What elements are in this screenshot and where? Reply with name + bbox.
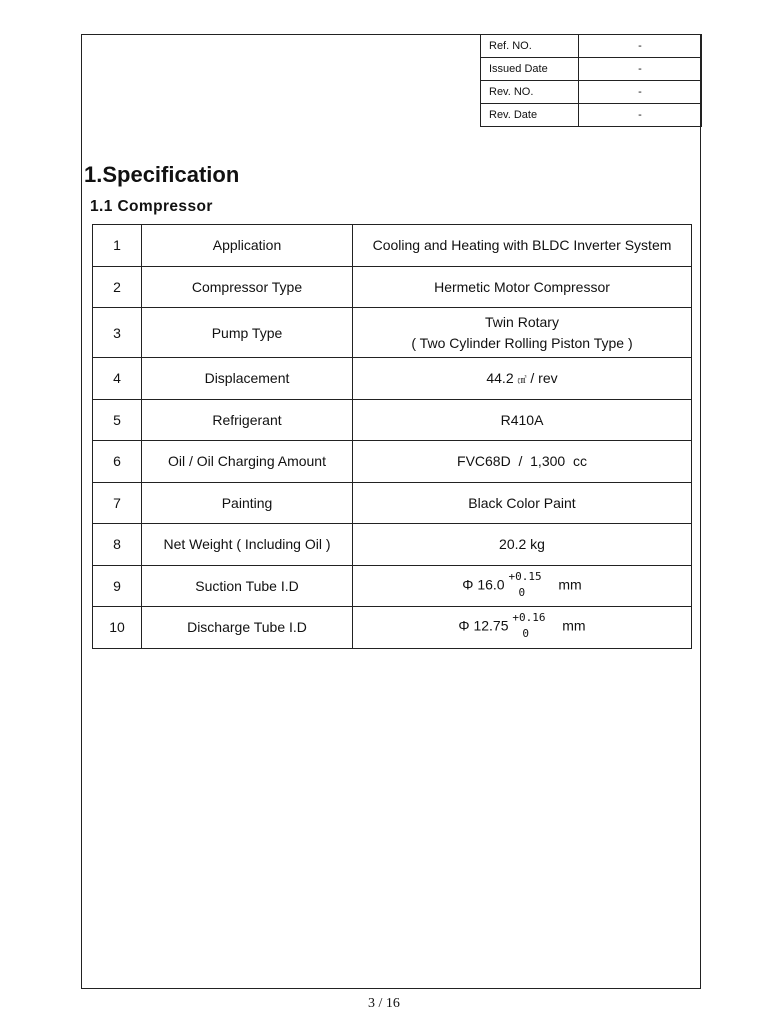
tolerance — [508, 569, 546, 599]
spec-item: Displacement — [142, 358, 353, 400]
compressor-spec-table — [92, 224, 692, 649]
spec-value: Black Color Paint — [353, 482, 692, 524]
meta-value: - — [579, 35, 702, 58]
spec-number: 5 — [93, 399, 142, 441]
displacement-unit: ㎤ — [517, 375, 527, 386]
document-meta-table — [480, 34, 702, 127]
spec-number: 8 — [93, 524, 142, 566]
meta-label: Rev. NO. — [481, 81, 579, 104]
meta-value: - — [579, 58, 702, 81]
spec-number: 2 — [93, 266, 142, 308]
section-heading: 1.Specification — [84, 162, 240, 187]
meta-label: Rev. Date — [481, 104, 579, 127]
meta-row-rev-date — [481, 104, 702, 127]
spec-item: Refrigerant — [142, 399, 353, 441]
spec-value: FVC68D / 1,300 cc — [353, 441, 692, 483]
spec-number: 4 — [93, 358, 142, 400]
page-number: 3 / 16 — [368, 996, 400, 1011]
spec-item: Painting — [142, 482, 353, 524]
spec-row-refrigerant — [93, 399, 692, 441]
spec-row-painting — [93, 482, 692, 524]
spec-item: Oil / Oil Charging Amount — [142, 441, 353, 483]
spec-value-line: ( Two Cylinder Rolling Piston Type ) — [411, 334, 633, 351]
spec-number: 10 — [93, 607, 142, 649]
tube-diameter: Φ 16.0 — [462, 576, 505, 593]
tolerance-upper: +0.16 — [512, 611, 546, 625]
spec-value: 20.2 kg — [353, 524, 692, 566]
tolerance-lower: 0 — [522, 627, 529, 641]
tolerance-upper: +0.15 — [508, 569, 542, 583]
spec-row-discharge-tube — [93, 607, 692, 649]
tube-diameter: Φ 12.75 — [458, 617, 509, 634]
displacement-value: 44.2 — [486, 370, 514, 387]
spec-value: R410A — [353, 399, 692, 441]
spec-value: Hermetic Motor Compressor — [353, 266, 692, 308]
meta-label: Ref. NO. — [481, 35, 579, 58]
spec-number: 1 — [93, 225, 142, 267]
spec-row-pump-type — [93, 308, 692, 358]
spec-value — [353, 358, 692, 400]
meta-row-rev-no — [481, 81, 702, 104]
meta-value: - — [579, 104, 702, 127]
spec-value: Cooling and Heating with BLDC Inverter System — [353, 225, 692, 267]
spec-item: Application — [142, 225, 353, 267]
spec-row-suction-tube — [93, 565, 692, 607]
spec-value — [353, 308, 692, 358]
spec-item: Pump Type — [142, 308, 353, 358]
displacement-per: / rev — [530, 370, 558, 387]
tolerance — [512, 611, 550, 641]
tube-unit: mm — [558, 576, 582, 593]
spec-item: Discharge Tube I.D — [142, 607, 353, 649]
subsection-heading: 1.1 Compressor — [90, 198, 213, 215]
spec-item: Net Weight ( Including Oil ) — [142, 524, 353, 566]
spec-row-oil — [93, 441, 692, 483]
spec-row-net-weight — [93, 524, 692, 566]
spec-row-compressor-type — [93, 266, 692, 308]
spec-item: Compressor Type — [142, 266, 353, 308]
spec-number: 7 — [93, 482, 142, 524]
tube-unit: mm — [562, 617, 586, 634]
spec-number: 3 — [93, 308, 142, 358]
meta-value: - — [579, 81, 702, 104]
spec-number: 9 — [93, 565, 142, 607]
spec-number: 6 — [93, 441, 142, 483]
spec-row-application — [93, 225, 692, 267]
spec-value — [353, 607, 692, 649]
meta-row-issued-date — [481, 58, 702, 81]
spec-value-line: Twin Rotary — [485, 313, 559, 330]
meta-row-ref-no — [481, 35, 702, 58]
spec-item: Suction Tube I.D — [142, 565, 353, 607]
spec-row-displacement — [93, 358, 692, 400]
meta-label: Issued Date — [481, 58, 579, 81]
tolerance-lower: 0 — [518, 585, 526, 599]
spec-value — [353, 565, 692, 607]
